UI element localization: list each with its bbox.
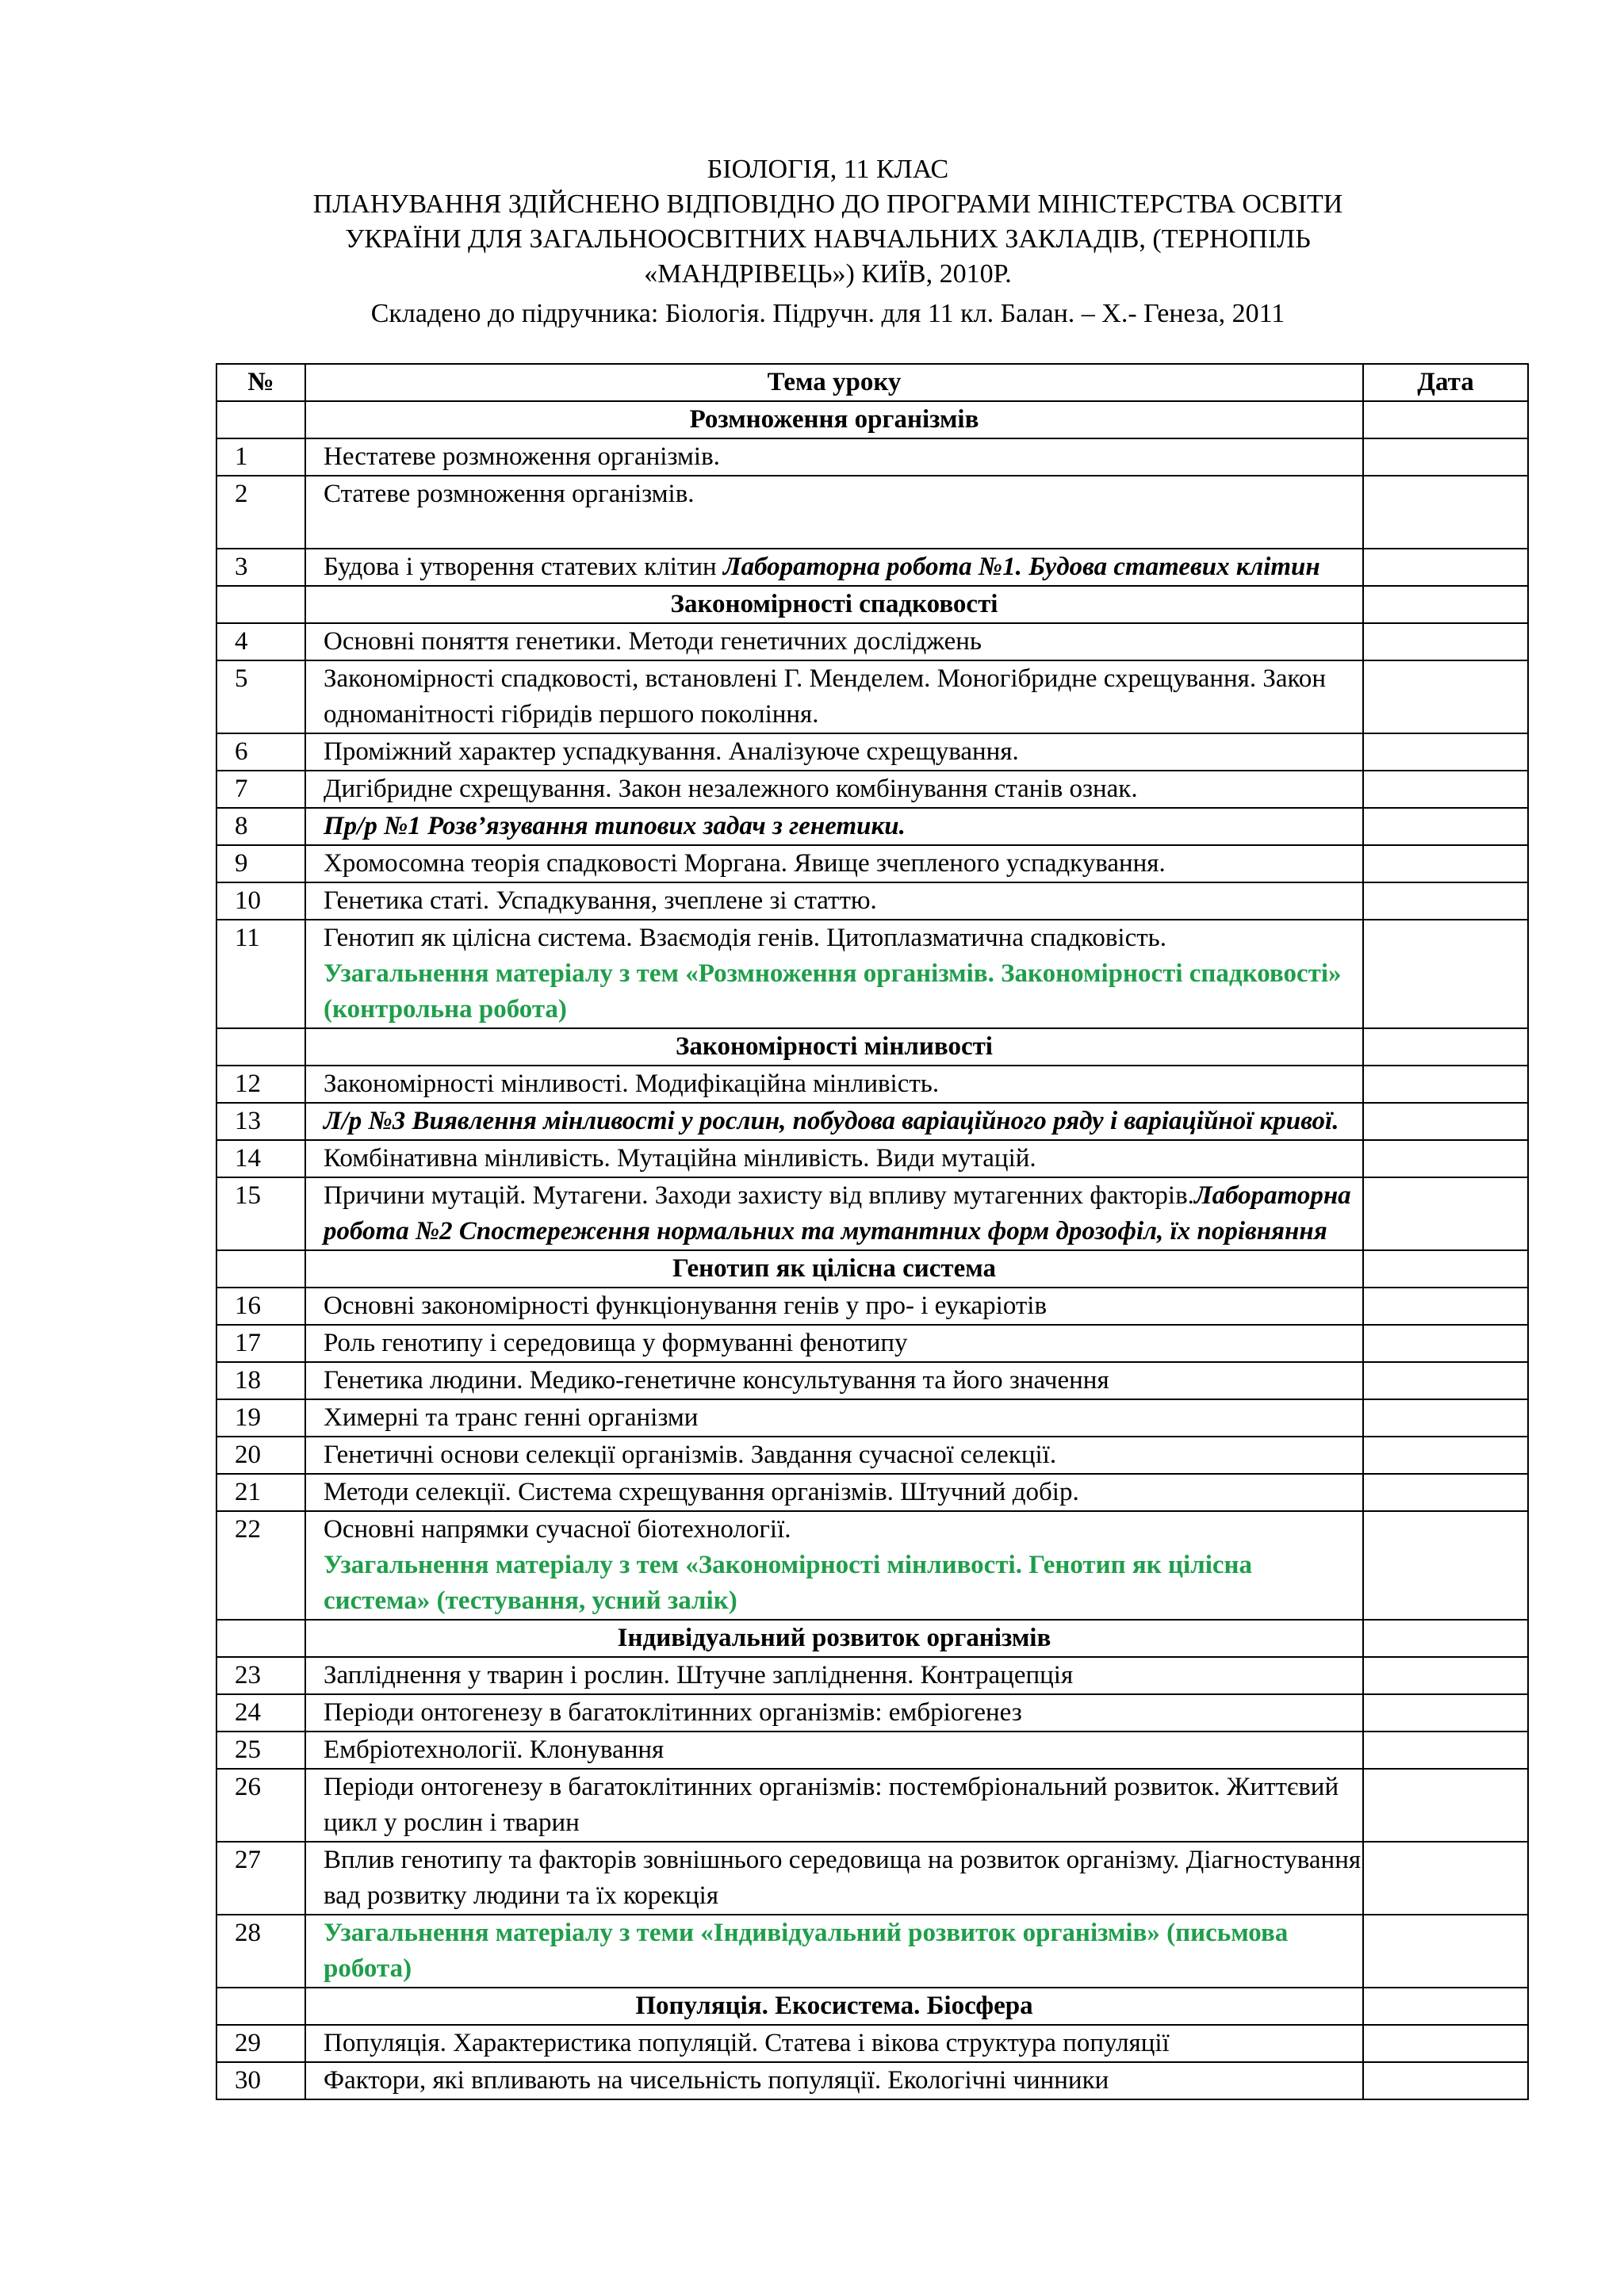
section-title: Закономірності мінливості — [305, 1028, 1363, 1066]
lesson-topic-text: Закономірності спадковості, встановлені Г. Менделем. Моногібридне схрещування. Закон одноманітності гібридів першого покоління. — [324, 664, 1327, 729]
lesson-number: 5 — [216, 660, 305, 733]
lesson-date-cell[interactable] — [1363, 845, 1528, 882]
lesson-topic — [305, 476, 1363, 549]
lesson-topic — [305, 2025, 1363, 2062]
lesson-number: 1 — [216, 438, 305, 476]
lesson-topic-text: Періоди онтогенезу в багатоклітинних організмів: ембріогенез — [324, 1698, 1022, 1727]
column-header-topic: Тема уроку — [305, 364, 1363, 401]
section-row — [216, 1250, 1528, 1288]
lesson-topic — [305, 1325, 1363, 1362]
lesson-date-cell[interactable] — [1363, 2025, 1528, 2062]
lesson-date-cell[interactable] — [1363, 1103, 1528, 1140]
table-row — [216, 1769, 1528, 1842]
section-row — [216, 1028, 1528, 1066]
lesson-number: 13 — [216, 1103, 305, 1140]
lesson-number: 19 — [216, 1399, 305, 1437]
lab-work-text: Л/р №3 Виявлення мінливості у рослин, побудова варіаційного ряду і варіаційної кривої. — [324, 1107, 1339, 1135]
lesson-topic-text: Дигібридне схрещування. Закон незалежного комбінування станів ознак. — [324, 775, 1138, 803]
lesson-topic-text: Методи селекції. Система схрещування організмів. Штучний добір. — [324, 1478, 1079, 1506]
lesson-topic — [305, 1066, 1363, 1103]
lesson-topic — [305, 1362, 1363, 1399]
lesson-topic-text: Основні поняття генетики. Методи генетичних досліджень — [324, 627, 982, 656]
lesson-number: 17 — [216, 1325, 305, 1362]
table-row — [216, 2062, 1528, 2099]
lesson-topic — [305, 1437, 1363, 1474]
lesson-date-cell[interactable] — [1363, 1732, 1528, 1769]
table-row — [216, 808, 1528, 845]
doc-subtitle-line-1: ПЛАНУВАННЯ ЗДІЙСНЕНО ВІДПОВІДНО ДО ПРОГРАМИ МІНІСТЕРСТВА ОСВІТИ — [312, 189, 1343, 219]
lesson-number: 4 — [216, 623, 305, 660]
table-row — [216, 438, 1528, 476]
section-date-cell — [1363, 401, 1528, 438]
lesson-topic-text: Статеве розмноження організмів. — [324, 480, 695, 508]
lesson-number: 7 — [216, 771, 305, 808]
lesson-topic-text: Будова і утворення статевих клітин — [324, 553, 723, 581]
lesson-topic-text: Вплив генотипу та факторів зовнішнього середовища на розвиток організму. Діагностування вад розвитку людини та їх корекція — [324, 1846, 1362, 1910]
lesson-date-cell[interactable] — [1363, 808, 1528, 845]
section-date-cell — [1363, 1620, 1528, 1657]
section-row — [216, 401, 1528, 438]
lesson-date-cell[interactable] — [1363, 1694, 1528, 1732]
lesson-date-cell[interactable] — [1363, 1066, 1528, 1103]
lesson-date-cell[interactable] — [1363, 1399, 1528, 1437]
lesson-topic — [305, 1694, 1363, 1732]
lesson-date-cell[interactable] — [1363, 882, 1528, 920]
table-row — [216, 549, 1528, 586]
lesson-date-cell[interactable] — [1363, 623, 1528, 660]
table-row — [216, 660, 1528, 733]
table-row — [216, 1066, 1528, 1103]
section-title: Розмноження організмів — [305, 401, 1363, 438]
lesson-date-cell[interactable] — [1363, 1657, 1528, 1694]
lesson-number: 9 — [216, 845, 305, 882]
section-row — [216, 1988, 1528, 2025]
lesson-topic — [305, 1288, 1363, 1325]
section-date-cell — [1363, 1250, 1528, 1288]
lesson-date-cell[interactable] — [1363, 1474, 1528, 1511]
table-row — [216, 1288, 1528, 1325]
lesson-number: 26 — [216, 1769, 305, 1842]
lesson-date-cell[interactable] — [1363, 1915, 1528, 1988]
lesson-number: 8 — [216, 808, 305, 845]
lesson-topic-text: Хромосомна теорія спадковості Моргана. Явище зчепленого успадкування. — [324, 849, 1166, 878]
table-row — [216, 1362, 1528, 1399]
lesson-topic-text: Основні закономірності функціонування генів у про- і еукаріотів — [324, 1292, 1048, 1320]
lesson-topic — [305, 549, 1363, 586]
section-number-cell — [216, 1988, 305, 2025]
lesson-number: 18 — [216, 1362, 305, 1399]
lesson-number: 24 — [216, 1694, 305, 1732]
lesson-date-cell[interactable] — [1363, 920, 1528, 1028]
lesson-plan-table — [216, 363, 1529, 2100]
section-number-cell — [216, 1620, 305, 1657]
lesson-number: 22 — [216, 1511, 305, 1620]
column-header-number: № — [216, 364, 305, 401]
lesson-number: 16 — [216, 1288, 305, 1325]
lesson-number: 30 — [216, 2062, 305, 2099]
document-header — [214, 152, 1442, 331]
doc-subtitle-line-2: УКРАЇНИ ДЛЯ ЗАГАЛЬНООСВІТНИХ НАВЧАЛЬНИХ ЗАКЛАДІВ, (ТЕРНОПІЛЬ — [345, 224, 1311, 254]
section-title: Популяція. Екосистема. Біосфера — [305, 1988, 1363, 2025]
lesson-topic-text: Генетичні основи селекції організмів. Завдання сучасної селекції. — [324, 1441, 1057, 1469]
lab-work-text: Лабораторна робота №1. Будова статевих клітин — [722, 553, 1320, 581]
section-number-cell — [216, 401, 305, 438]
textbook-reference: Складено до підручника: Біологія. Підручн. для 11 кл. Балан. – Х.- Генеза, 2011 — [370, 299, 1285, 328]
table-row — [216, 2025, 1528, 2062]
doc-title: БІОЛОГІЯ, 11 КЛАС — [707, 155, 949, 184]
lesson-topic — [305, 1140, 1363, 1177]
lesson-topic-text: Генотип як цілісна система. Взаємодія генів. Цитоплазматична спадковість. — [324, 924, 1166, 952]
table-row — [216, 1103, 1528, 1140]
lesson-date-cell[interactable] — [1363, 1769, 1528, 1842]
table-row — [216, 1177, 1528, 1250]
lesson-number: 29 — [216, 2025, 305, 2062]
lesson-date-cell[interactable] — [1363, 771, 1528, 808]
lesson-date-cell[interactable] — [1363, 1140, 1528, 1177]
lesson-number: 11 — [216, 920, 305, 1028]
table-row — [216, 1399, 1528, 1437]
summary-lesson-text: Узагальнення матеріалу з теми «Індивідуальний розвиток організмів» (письмова робота) — [324, 1919, 1289, 1983]
lesson-date-cell[interactable] — [1363, 476, 1528, 549]
lesson-topic — [305, 845, 1363, 882]
table-row — [216, 771, 1528, 808]
lesson-topic — [305, 1177, 1363, 1250]
lesson-number: 25 — [216, 1732, 305, 1769]
lesson-topic — [305, 660, 1363, 733]
table-row — [216, 1694, 1528, 1732]
table-row — [216, 476, 1528, 549]
lesson-topic-text: Основні напрямки сучасної біотехнології. — [324, 1515, 791, 1544]
lesson-topic — [305, 1474, 1363, 1511]
table-row — [216, 1140, 1528, 1177]
lesson-topic-text: Періоди онтогенезу в багатоклітинних організмів: постембріональний розвиток. Життєвий цикл у рослин і тварин — [324, 1773, 1339, 1837]
lesson-date-cell[interactable] — [1363, 1362, 1528, 1399]
lesson-topic — [305, 623, 1363, 660]
lesson-topic-text: Роль генотипу і середовища у формуванні фенотипу — [324, 1329, 908, 1357]
lesson-date-cell[interactable] — [1363, 1177, 1528, 1250]
lesson-number: 28 — [216, 1915, 305, 1988]
column-header-date: Дата — [1363, 364, 1528, 401]
lesson-topic-text: Фактори, які впливають на чисельність популяції. Екологічні чинники — [324, 2066, 1109, 2095]
lesson-topic-text: Нестатеве розмноження організмів. — [324, 442, 720, 471]
lesson-topic-text: Закономірності мінливості. Модифікаційна мінливість. — [324, 1070, 940, 1098]
table-row — [216, 1511, 1528, 1620]
lesson-number: 20 — [216, 1437, 305, 1474]
summary-lesson-text: Узагальнення матеріалу з тем «Закономірності мінливості. Генотип як цілісна система» (тестування, усний залік) — [324, 1551, 1253, 1615]
lesson-date-cell[interactable] — [1363, 438, 1528, 476]
doc-subtitle-line-3: «МАНДРІВЕЦЬ») КИЇВ, 2010Р. — [644, 259, 1012, 289]
section-number-cell — [216, 1028, 305, 1066]
table-row — [216, 733, 1528, 771]
lesson-topic — [305, 1732, 1363, 1769]
lesson-number: 6 — [216, 733, 305, 771]
lesson-topic-text: Проміжний характер успадкування. Аналізуюче схрещування. — [324, 737, 1019, 766]
table-header-row — [216, 364, 1528, 401]
lesson-topic — [305, 1103, 1363, 1140]
table-row — [216, 1842, 1528, 1915]
lesson-date-cell[interactable] — [1363, 1842, 1528, 1915]
blank-line — [324, 512, 1362, 548]
section-number-cell — [216, 1250, 305, 1288]
lesson-topic-text: Запліднення у тварин і рослин. Штучне запліднення. Контрацепція — [324, 1661, 1074, 1689]
lesson-number: 10 — [216, 882, 305, 920]
table-row — [216, 623, 1528, 660]
section-number-cell — [216, 586, 305, 623]
lesson-number: 2 — [216, 476, 305, 549]
lesson-date-cell[interactable] — [1363, 1288, 1528, 1325]
table-row — [216, 882, 1528, 920]
table-row — [216, 1732, 1528, 1769]
lesson-date-cell[interactable] — [1363, 2062, 1528, 2099]
section-title: Генотип як цілісна система — [305, 1250, 1363, 1288]
summary-lesson-text: Узагальнення матеріалу з тем «Розмноження організмів. Закономірності спадковості» (контрольна робота) — [324, 959, 1342, 1024]
section-row — [216, 586, 1528, 623]
lesson-date-cell[interactable] — [1363, 1325, 1528, 1362]
table-row — [216, 845, 1528, 882]
table-row — [216, 1437, 1528, 1474]
section-row — [216, 1620, 1528, 1657]
table-row — [216, 1474, 1528, 1511]
lesson-topic-text: Генетика статі. Успадкування, зчеплене зі статтю. — [324, 886, 877, 915]
lesson-number: 12 — [216, 1066, 305, 1103]
table-row — [216, 1657, 1528, 1694]
lesson-date-cell[interactable] — [1363, 733, 1528, 771]
lesson-number: 23 — [216, 1657, 305, 1694]
section-date-cell — [1363, 1988, 1528, 2025]
lesson-topic — [305, 1399, 1363, 1437]
lesson-plan-body — [216, 401, 1528, 2099]
lesson-topic-text: Причини мутацій. Мутагени. Заходи захисту від впливу мутагенних факторів. — [324, 1181, 1194, 1210]
lesson-topic — [305, 1915, 1363, 1988]
lesson-number: 14 — [216, 1140, 305, 1177]
table-row — [216, 1915, 1528, 1988]
section-date-cell — [1363, 1028, 1528, 1066]
lesson-topic-text: Генетика людини. Медико-генетичне консультування та його значення — [324, 1366, 1109, 1395]
lesson-topic — [305, 808, 1363, 845]
lesson-number: 21 — [216, 1474, 305, 1511]
lesson-date-cell[interactable] — [1363, 1437, 1528, 1474]
lesson-topic — [305, 733, 1363, 771]
table-row — [216, 1325, 1528, 1362]
lesson-topic-text: Популяція. Характеристика популяцій. Статева і вікова структура популяції — [324, 2029, 1170, 2057]
lesson-topic-text: Химерні та транс генні організми — [324, 1403, 699, 1432]
lesson-number: 15 — [216, 1177, 305, 1250]
lesson-number: 27 — [216, 1842, 305, 1915]
lesson-topic — [305, 1511, 1363, 1620]
lesson-topic — [305, 438, 1363, 476]
lesson-date-cell[interactable] — [1363, 1511, 1528, 1620]
lesson-topic — [305, 1657, 1363, 1694]
lesson-topic — [305, 2062, 1363, 2099]
section-title: Індивідуальний розвиток організмів — [305, 1620, 1363, 1657]
lesson-topic — [305, 882, 1363, 920]
lesson-date-cell[interactable] — [1363, 549, 1528, 586]
lesson-topic-text: Ембріотехнології. Клонування — [324, 1735, 665, 1764]
lesson-topic — [305, 1769, 1363, 1842]
lesson-date-cell[interactable] — [1363, 660, 1528, 733]
lesson-number: 3 — [216, 549, 305, 586]
lesson-topic — [305, 920, 1363, 1028]
section-date-cell — [1363, 586, 1528, 623]
lesson-topic — [305, 771, 1363, 808]
lab-work-text: Лабораторна робота №2 Спостереження нормальних та мутантних форм дрозофіл, їх порівняння — [324, 1181, 1351, 1246]
lab-work-text: Пр/р №1 Розв’язування типових задач з генетики. — [324, 812, 906, 840]
section-title: Закономірності спадковості — [305, 586, 1363, 623]
lesson-topic-text: Комбінативна мінливість. Мутаційна мінливість. Види мутацій. — [324, 1144, 1036, 1173]
lesson-topic — [305, 1842, 1363, 1915]
table-row — [216, 920, 1528, 1028]
